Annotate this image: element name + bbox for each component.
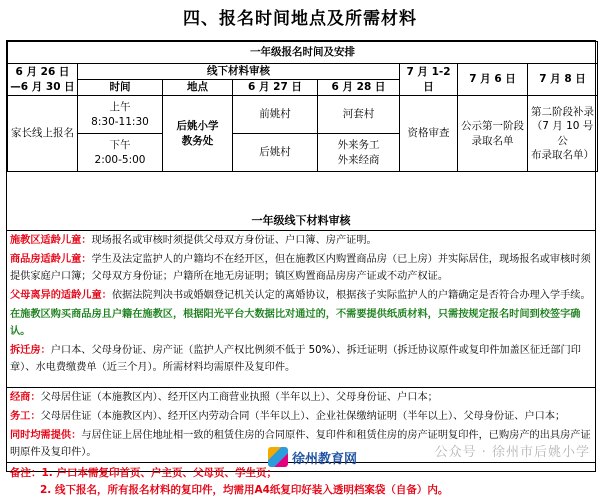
note-relocation-housing bbox=[7, 341, 595, 377]
online-apply: 家长线上报名 bbox=[8, 96, 78, 172]
note-label: 经商： bbox=[10, 392, 41, 403]
note-district-children bbox=[7, 231, 595, 250]
note-big-data-verified: 在施教区购买商品房且户籍在施教区，根据阳光平台大数据比对通过的，不需要提供纸质材料，只需按规定报名时间到校签字确认。 bbox=[10, 309, 581, 337]
afternoon-slot: 下午 2:00-5:00 bbox=[78, 134, 163, 172]
note-text: 现场报名或审核时须提供父母双方身份证、户口簿、房产证明。 bbox=[91, 235, 377, 246]
note-business bbox=[7, 387, 595, 407]
morning-slot: 上午 8:30-11:30 bbox=[78, 96, 163, 134]
june27-pm-village: 后姚村 bbox=[233, 134, 318, 172]
note-label: 拆迁房： bbox=[10, 345, 51, 356]
stage2-announcement: 第二阶段补录 （7 月 10 号公 布录取名单） bbox=[528, 96, 598, 172]
date-june28: 6 月 28 日 bbox=[318, 80, 400, 96]
note-text: 学生及法定监护人的户籍均不在经开区，但在施教区内购置商品房（已上房）并实际居住，现场报名或审核时须提供家庭户口簿；父母双方身份证；户籍所在地无房证明；镇区购置商品房房产证或不动产权证。 bbox=[10, 254, 591, 282]
schedule-table bbox=[7, 41, 598, 172]
june27-am-village: 前姚村 bbox=[233, 96, 318, 134]
review-place: 后姚小学 教务处 bbox=[163, 96, 233, 172]
date-online: 6 月 26 日 —6 月 30 日 bbox=[8, 64, 78, 96]
note-text: 与居住证上居住地址相一致的租赁住房的合同原件、复印件和租赁住房的房产证明复印件，已购房产的出具房产证明原件及复印件）。 bbox=[10, 430, 591, 458]
logo-icon bbox=[268, 447, 288, 467]
page-title: 四、报名时间地点及所需材料 bbox=[183, 9, 417, 29]
date-june27: 6 月 27 日 bbox=[233, 80, 318, 96]
june28-am-village: 河套村 bbox=[318, 96, 400, 134]
note-text: 父母居住证（本施教区内）、经开区内工商营业执照（半年以上）、父母身份证、户口本； bbox=[40, 392, 438, 403]
stage1-announcement: 公示第一阶段 录取名单 bbox=[458, 96, 528, 172]
col-time: 时间 bbox=[78, 80, 163, 96]
note-label: 务工： bbox=[10, 411, 41, 422]
wechat-watermark: 公众号 · 徐州市后姚小学 bbox=[434, 445, 590, 460]
note-text: 依据法院判决书或婚姻登记机关认定的离婚协议，根据孩子实际监护人的户籍确定是否符合办理入学手续。 bbox=[111, 290, 591, 301]
note-label: 同时均需提供： bbox=[10, 430, 82, 441]
date-stage1: 7 月 6 日 bbox=[458, 64, 528, 96]
note-text: 父母居住证（本施教区内）、经开区内劳动合同（半年以上）、企业社保缴纳证明（半年以上）、父母身份证、户口本； bbox=[40, 411, 566, 422]
note-text: 户口本、父母身份证、房产证（监护人产权比例须不低于 50%）、拆迁证明（拆迁协议原件或复印件加盖区征迁部门印章）、水电费缴费单（近三个月）。所需材料均需原件及复印件。 bbox=[10, 345, 581, 373]
note-label: 商品房适龄儿童： bbox=[10, 254, 92, 265]
logo-text: 徐州教育网 bbox=[292, 451, 358, 467]
remark-label: 备注： bbox=[10, 467, 42, 479]
note-workers bbox=[7, 407, 595, 426]
remark-2: 2. 线下报名，所有报名材料的复印件，均需用A4纸复印好装入透明档案袋（自备）内。 bbox=[40, 484, 449, 496]
document-frame bbox=[6, 40, 596, 496]
qualification-review: 资格审查 bbox=[400, 96, 458, 172]
remark-1: 1. 户口本需复印首页、户主页、父母页、学生页； bbox=[41, 467, 277, 479]
offline-review-header: 线下材料审核 bbox=[78, 64, 400, 80]
education-logo bbox=[268, 444, 373, 470]
note-divorced-parents bbox=[7, 286, 595, 305]
date-review-results: 7 月 1-2 日 bbox=[400, 64, 458, 96]
note-label: 施教区适龄儿童： bbox=[10, 235, 92, 246]
note-commercial-housing bbox=[7, 250, 595, 286]
note-label: 父母离异的适龄儿童： bbox=[10, 290, 112, 301]
schedule-title: 一年级报名时间及安排 bbox=[8, 42, 598, 64]
col-place: 地点 bbox=[163, 80, 233, 96]
materials-title: 一年级线下材料审核 bbox=[7, 211, 595, 231]
date-stage2: 7 月 8 日 bbox=[528, 64, 598, 96]
june28-pm-group: 外来务工 外来经商 bbox=[318, 134, 400, 172]
